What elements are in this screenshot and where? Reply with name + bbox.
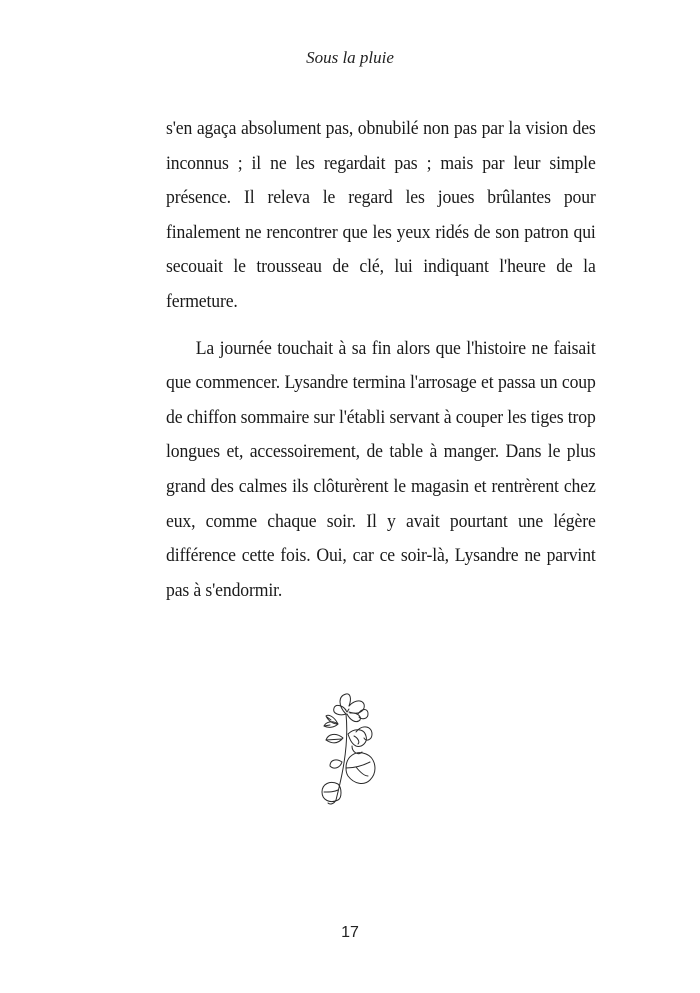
paragraph-2: La journée touchait à sa fin alors que l'histoire ne faisait que commencer. Lysandre termina l'arrosage et passa un coup de chiffon sommaire sur l'établi servant à couper les tiges trop longues et, accessoirement, de table à manger. Dans le plus grand des calmes ils clôturèrent le magasin et rentrèrent chez eux, comme chaque soir. Il y avait pourtant une légère différence cette fois. Oui, car ce soir-là, Lysandre ne parvint pas à s'endormir. <box>166 337 596 601</box>
page-number: 17 <box>341 924 359 941</box>
violet-flower-icon <box>316 684 386 806</box>
body-text <box>166 112 596 608</box>
paragraph-1: s'en agaça absolument pas, obnubilé non pas par la vision des inconnus ; il ne les regardait pas ; mais par leur simple présence. Il releva le regard les joues brûlantes pour finalement ne rencontrer que les yeux ridés de son patron qui secouait le trousseau de clé, lui indiquant l'heure de la fermeture. <box>166 118 596 312</box>
running-header: Sous la pluie <box>306 48 394 67</box>
